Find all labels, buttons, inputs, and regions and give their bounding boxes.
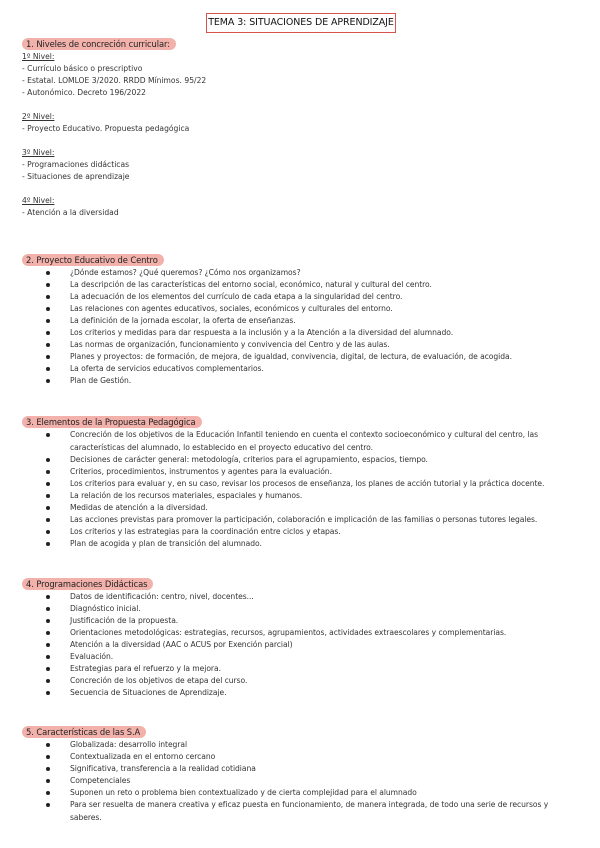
list-item: Criterios, procedimientos, instrumentos y agentes para la evaluación. (22, 466, 582, 478)
section-heading: 4. Programaciones Didácticas (22, 578, 153, 590)
list-item: Medidas de atención a la diversidad. (22, 502, 582, 514)
bullet-list (22, 267, 582, 387)
level-line: - Autonómico. Decreto 196/2022 (22, 88, 147, 97)
list-item: Diagnóstico inicial. (22, 603, 582, 615)
section-caracteristicas (22, 720, 582, 824)
list-item: Los criterios y las estrategias para la coordinación entre ciclos y etapas. (22, 526, 582, 538)
level-1 (22, 51, 582, 99)
list-item: Justificación de la propuesta. (22, 615, 582, 627)
bullet-list (22, 739, 582, 824)
list-item: La oferta de servicios educativos complementarios. (22, 363, 582, 375)
list-item: Concreción de los objetivos de etapa del curso. (22, 675, 582, 687)
list-item: Concreción de los objetivos de la Educación Infantil teniendo en cuenta el contexto socioeconómico y cultural del centro, las características del alumnado, lo establecido en el proyecto educativo del centro. (22, 429, 582, 454)
list-item: Secuencia de Situaciones de Aprendizaje. (22, 687, 582, 699)
section-proyecto-educativo (22, 248, 582, 387)
list-item: Decisiones de carácter general: metodología, criterios para el agrupamiento, espacios, tiempo. (22, 454, 582, 466)
level-4 (22, 195, 582, 219)
list-item: Datos de identificación: centro, nivel, docentes... (22, 591, 582, 603)
list-item: Suponen un reto o problema bien contextualizado y de cierta complejidad para el alumnado (22, 787, 582, 799)
section-heading: 3. Elementos de la Propuesta Pedagógica (22, 416, 202, 428)
list-item: Las relaciones con agentes educativos, sociales, económicos y culturales del entorno. (22, 303, 582, 315)
level-line: - Atención a la diversidad (22, 208, 119, 217)
level-3 (22, 147, 582, 183)
list-item: Significativa, transferencia a la realidad cotidiana (22, 763, 582, 775)
level-line: - Proyecto Educativo. Propuesta pedagógica (22, 124, 190, 133)
list-item: Plan de Gestión. (22, 375, 582, 387)
level-line: - Estatal. LOMLOE 3/2020. RRDD Mínimos. 95/22 (22, 76, 207, 85)
level-title: 1º Nivel: (22, 52, 55, 61)
list-item: Los criterios para evaluar y, en su caso, revisar los procesos de enseñanza, los planes de acción tutorial y la práctica docente. (22, 478, 582, 490)
level-line: - Situaciones de aprendizaje (22, 172, 130, 181)
list-item: La descripción de las características del entorno social, económico, natural y cultural del centro. (22, 279, 582, 291)
level-title: 2º Nivel: (22, 112, 55, 121)
list-item: Evaluación. (22, 651, 582, 663)
list-item: Las acciones previstas para promover la participación, colaboración e implicación de las familias o personas tutores legales. (22, 514, 582, 526)
list-item: Las normas de organización, funcionamiento y convivencia del Centro y de las aulas. (22, 339, 582, 351)
section-heading: 1. Niveles de concreción curricular: (22, 38, 176, 50)
level-title: 4º Nivel: (22, 196, 55, 205)
list-item: La relación de los recursos materiales, espaciales y humanos. (22, 490, 582, 502)
list-item: Contextualizada en el entorno cercano (22, 751, 582, 763)
list-item: Orientaciones metodológicas: estrategias, recursos, agrupamientos, actividades extraescolares y complementarias. (22, 627, 582, 639)
list-item: Planes y proyectos: de formación, de mejora, de igualdad, convivencia, digital, de lectura, de evaluación, de acogida. (22, 351, 582, 363)
list-item: Competenciales (22, 775, 582, 787)
section-propuesta-pedagogica (22, 410, 582, 550)
section-heading: 5. Características de las S.A (22, 726, 146, 738)
level-title: 3º Nivel: (22, 148, 55, 157)
list-item: Atención a la diversidad (AAC o ACUS por Exención parcial) (22, 639, 582, 651)
list-item: La definición de la jornada escolar, la oferta de enseñanzas. (22, 315, 582, 327)
bullet-list (22, 591, 582, 699)
level-2 (22, 111, 582, 135)
level-line: - Currículo básico o prescriptivo (22, 64, 143, 73)
section-heading: 2. Proyecto Educativo de Centro (22, 254, 164, 266)
list-item: Plan de acogida y plan de transición del alumnado. (22, 538, 582, 550)
list-item: Estrategias para el refuerzo y la mejora. (22, 663, 582, 675)
page-title: TEMA 3: SITUACIONES DE APRENDIZAJE (206, 13, 396, 33)
list-item: Globalizada: desarrollo integral (22, 739, 582, 751)
list-item: La adecuación de los elementos del currículo de cada etapa a la singularidad del centro. (22, 291, 582, 303)
bullet-list (22, 429, 582, 550)
level-line: - Programaciones didácticas (22, 160, 130, 169)
section-niveles (22, 32, 582, 219)
list-item: Para ser resuelta de manera creativa y eficaz puesta en funcionamiento, de manera integrada, de todo una serie de recursos y saberes. (22, 799, 582, 824)
list-item: Los criterios y medidas para dar respuesta a la inclusión y a la Atención a la diversidad del alumnado. (22, 327, 582, 339)
list-item: ¿Dónde estamos? ¿Qué queremos? ¿Cómo nos organizamos? (22, 267, 582, 279)
section-programaciones (22, 572, 582, 699)
